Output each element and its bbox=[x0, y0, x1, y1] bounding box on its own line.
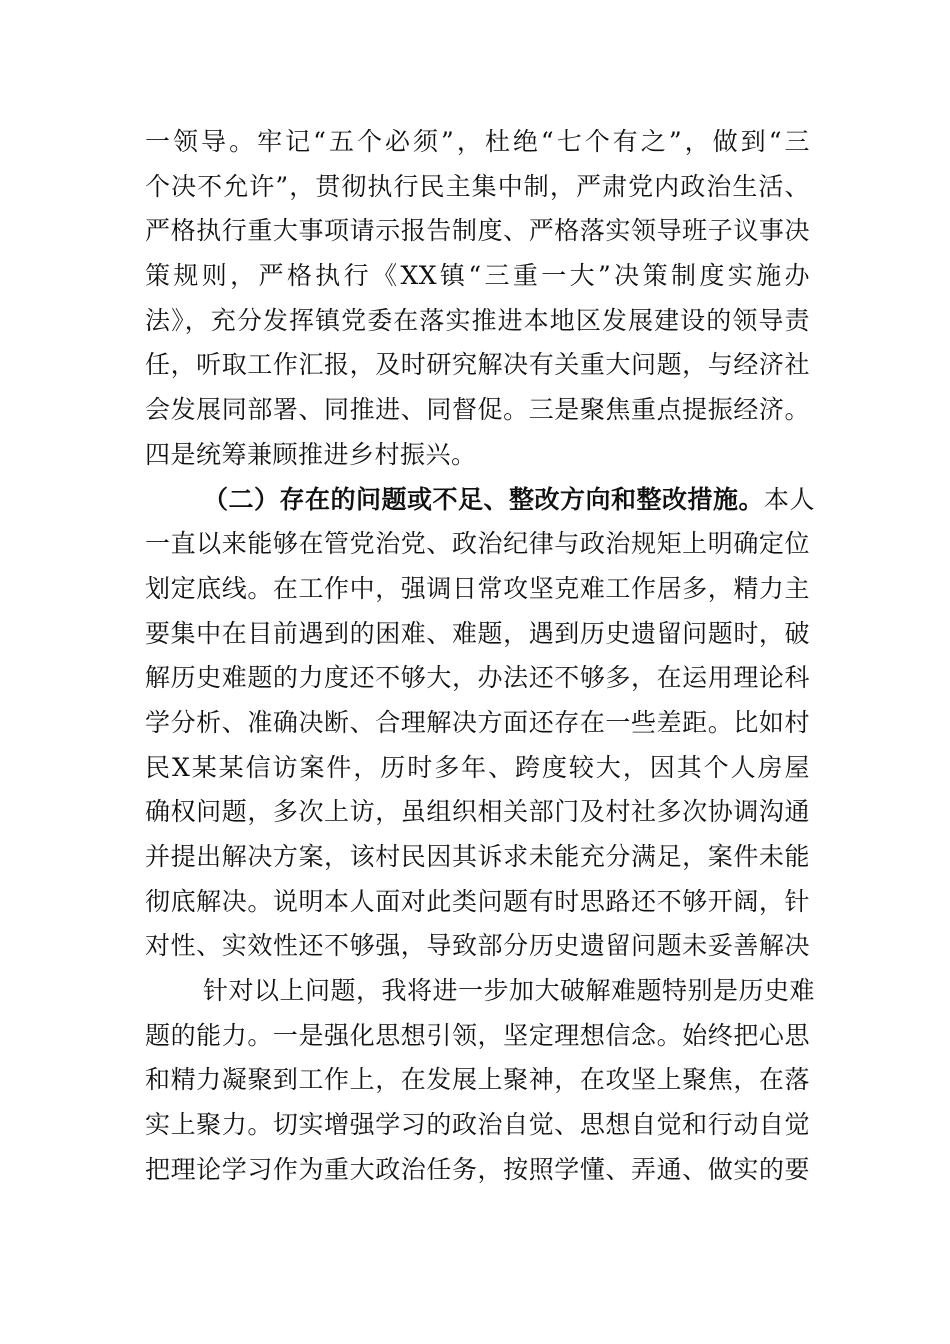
text-line: 把理论学习作为重大政治任务，按照学懂、弄通、做实的要 bbox=[145, 1154, 810, 1184]
text-line: 和精力凝聚到工作上，在发展上聚神，在攻坚上聚焦，在落 bbox=[145, 1065, 810, 1095]
section-heading: （二）存在的问题或不足、整改方向和整改措施。 bbox=[203, 484, 765, 514]
paragraph-1 bbox=[145, 120, 810, 478]
text-line: 划定底线。在工作中，强调日常攻坚克难工作居多，精力主 bbox=[145, 573, 810, 603]
text-line: 会发展同部署、同推进、同督促。三是聚焦重点提振经济。 bbox=[145, 395, 810, 425]
text-line: 实上聚力。切实增强学习的政治自觉、思想自觉和行动自觉 bbox=[145, 1110, 810, 1140]
paragraph-2 bbox=[145, 478, 816, 970]
text-line: 解历史难题的力度还不够大，办法还不够多，在运用理论科 bbox=[145, 663, 810, 693]
text-line: 彻底解决。说明本人面对此类问题有时思路还不够开阔，针 bbox=[145, 886, 810, 916]
document-body bbox=[145, 120, 816, 1193]
text-line: 一直以来能够在管党治党、政治纪律与政治规矩上明确定位 bbox=[145, 529, 810, 559]
paragraph-3 bbox=[145, 969, 816, 1192]
text-line: 法》，充分发挥镇党委在落实推进本地区发展建设的领导责 bbox=[145, 305, 810, 335]
text-line: 并提出解决方案，该村民因其诉求未能充分满足，案件未能 bbox=[145, 842, 810, 871]
text-line bbox=[145, 478, 816, 523]
text-line: 任，听取工作汇报，及时研究解决有关重大问题，与经济社 bbox=[145, 350, 810, 380]
text-line: 严格执行重大事项请示报告制度、严格落实领导班子议事决 bbox=[145, 216, 810, 246]
text-line: 民X某某信访案件，历时多年、跨度较大，因其个人房屋 bbox=[145, 752, 810, 782]
text-line: 确权问题，多次上访，虽组织相关部门及村社多次协调沟通 bbox=[145, 797, 810, 827]
text-line: 个决不允许”，贯彻执行民主集中制，严肃党内政治生活、 bbox=[145, 171, 810, 201]
text-line: 对性、实效性还不够强，导致部分历史遗留问题未妥善解决 bbox=[145, 931, 810, 961]
text-line: 题的能力。一是强化思想引领，坚定理想信念。始终把心思 bbox=[145, 1020, 810, 1050]
text-line: 学分析、准确决断、合理解决方面还存在一些差距。比如村 bbox=[145, 707, 810, 737]
text-line: 要集中在目前遇到的困难、难题，遇到历史遗留问题时，破 bbox=[145, 618, 810, 648]
text-line: 策规则，严格执行《XX镇“三重一大”决策制度实施办 bbox=[145, 261, 810, 291]
text-line: 针对以上问题，我将进一步加大破解难题特别是历史难 bbox=[203, 976, 816, 1006]
text-line: 一领导。牢记“五个必须”，杜绝“七个有之”，做到“三 bbox=[145, 127, 810, 156]
text-line: 四是统筹兼顾推进乡村振兴。 bbox=[145, 439, 477, 469]
text-run: 本人 bbox=[764, 484, 816, 514]
